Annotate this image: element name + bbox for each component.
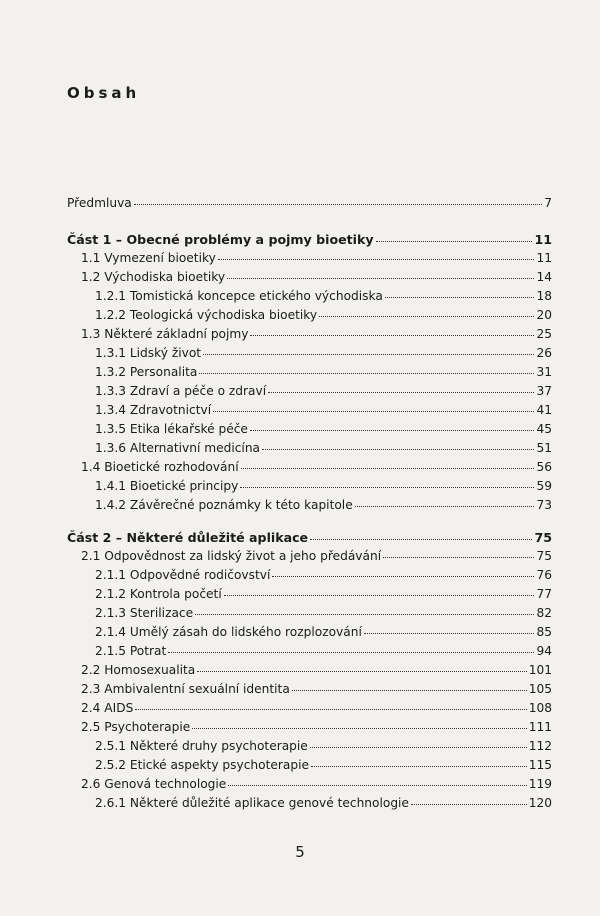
toc-entry <box>67 604 552 623</box>
toc-entry-page: 18 <box>536 289 552 303</box>
dot-leader <box>218 258 535 260</box>
toc-entry-page: 94 <box>536 644 552 658</box>
toc-entry <box>67 363 552 382</box>
toc-entry-title: 2.1.4 Umělý zásah do lidského rozplozování <box>95 625 362 639</box>
toc-entry-title: 2.1.2 Kontrola početí <box>95 587 222 601</box>
toc-entry-title: 2.5.2 Etické aspekty psychoterapie <box>95 758 309 772</box>
dot-leader <box>195 613 534 615</box>
toc-entry-title: 1.3.6 Alternativní medicína <box>95 441 261 455</box>
toc-entry-page: 108 <box>528 701 552 715</box>
toc-entry-title: Část 2 – Některé důležité aplikace <box>67 530 309 545</box>
toc-entry-title: 1.1 Vymezení bioetiky <box>81 251 216 265</box>
toc-entry-title: Část 1 – Obecné problémy a pojmy bioetiky <box>67 232 374 247</box>
dot-leader <box>310 538 532 540</box>
toc-entry <box>67 756 552 775</box>
toc-entry-title: 2.1.3 Sterilizace <box>95 606 194 620</box>
toc-entry <box>67 477 552 496</box>
toc-part-heading <box>67 528 552 547</box>
toc-entry <box>67 642 552 661</box>
dot-leader <box>192 727 527 729</box>
toc-entry-title: 2.2 Homosexualita <box>81 663 196 677</box>
toc-entry <box>67 794 552 813</box>
toc-entry-page: 101 <box>528 663 552 677</box>
toc-entry-page: 20 <box>536 308 552 322</box>
dot-leader <box>134 203 542 205</box>
toc-entry-page: 14 <box>536 270 552 284</box>
toc-entry-title: 1.3.3 Zdraví a péče o zdraví <box>95 384 267 398</box>
toc-entry <box>67 306 552 325</box>
toc-entry-page: 56 <box>536 460 552 474</box>
toc-entry <box>67 458 552 477</box>
toc-entry-page: 26 <box>536 346 552 360</box>
toc-entry-page: 41 <box>536 403 552 417</box>
toc-part-1 <box>67 230 552 515</box>
toc-entry-title: 1.2.1 Tomistická koncepce etického východiska <box>95 289 383 303</box>
toc-entry <box>67 775 552 794</box>
toc-entry-title: 2.1 Odpovědnost za lidský život a jeho předávání <box>81 549 382 563</box>
dot-leader <box>262 448 534 450</box>
toc-entry-page: 45 <box>536 422 552 436</box>
toc-entry-title: 2.4 AIDS <box>81 701 134 715</box>
toc-entry-page: 37 <box>536 384 552 398</box>
dot-leader <box>376 240 533 242</box>
toc-part-2 <box>67 528 552 813</box>
dot-leader <box>310 746 527 748</box>
toc-entry-title: 2.3 Ambivalentní sexuální identita <box>81 682 290 696</box>
toc-entry <box>67 566 552 585</box>
toc-entry-title: 1.3.2 Personalita <box>95 365 198 379</box>
dot-leader <box>213 410 534 412</box>
dot-leader <box>355 505 535 507</box>
toc-entry-page: 73 <box>536 498 552 512</box>
dot-leader <box>240 486 534 488</box>
toc-entry-title: 2.6.1 Některé důležité aplikace genové technologie <box>95 796 409 810</box>
toc-entry-title: 2.6 Genová technologie <box>81 777 227 791</box>
toc-entry-page: 112 <box>528 739 552 753</box>
toc-entry <box>67 661 552 680</box>
toc-entry <box>67 420 552 439</box>
dot-leader <box>224 594 535 596</box>
toc-entry-title: 1.4 Bioetické rozhodování <box>81 460 239 474</box>
dot-leader <box>364 632 535 634</box>
toc-entry <box>67 439 552 458</box>
toc-entry-page: 25 <box>536 327 552 341</box>
toc-entry <box>67 325 552 344</box>
toc-entry <box>67 737 552 756</box>
contents-heading: Obsah <box>67 84 141 102</box>
toc-entry <box>67 680 552 699</box>
dot-leader <box>228 784 526 786</box>
toc-entry-title: 1.4.1 Bioetické principy <box>95 479 239 493</box>
toc-entry-page: 111 <box>528 720 552 734</box>
toc-entry <box>67 268 552 287</box>
dot-leader <box>311 765 527 767</box>
toc-entry-page: 76 <box>536 568 552 582</box>
toc-entry <box>67 585 552 604</box>
toc-entry-page: 120 <box>528 796 552 810</box>
toc-entry-title: 2.5 Psychoterapie <box>81 720 191 734</box>
dot-leader <box>383 556 534 558</box>
toc-entry-page: 119 <box>528 777 552 791</box>
toc-entry <box>67 344 552 363</box>
dot-leader <box>385 296 535 298</box>
toc-entry <box>67 382 552 401</box>
dot-leader <box>203 353 534 355</box>
toc-entry <box>67 496 552 515</box>
toc-entry-title: 1.2 Východiska bioetiky <box>81 270 226 284</box>
page-number: 5 <box>295 843 305 861</box>
toc-entry-preface <box>67 194 552 213</box>
toc-entry-page: 115 <box>528 758 552 772</box>
dot-leader <box>250 334 534 336</box>
toc-entry <box>67 699 552 718</box>
toc-entry-page: 77 <box>536 587 552 601</box>
toc-entry-page: 75 <box>534 530 552 545</box>
toc-entry-page: 51 <box>536 441 552 455</box>
toc-entry-title: 2.1.5 Potrat <box>95 644 167 658</box>
dot-leader <box>268 391 534 393</box>
toc-entry-title: 2.5.1 Některé druhy psychoterapie <box>95 739 308 753</box>
dot-leader <box>197 670 526 672</box>
dot-leader <box>199 372 534 374</box>
dot-leader <box>319 315 534 317</box>
toc-entry-page: 31 <box>536 365 552 379</box>
dot-leader <box>272 575 534 577</box>
toc-entry <box>67 718 552 737</box>
toc-entry <box>67 623 552 642</box>
toc-entry-title: 1.3 Některé základní pojmy <box>81 327 249 341</box>
toc-entry-page: 11 <box>536 251 552 265</box>
toc-entry <box>67 401 552 420</box>
dot-leader <box>241 467 535 469</box>
dot-leader <box>411 803 527 805</box>
toc-entry-page: 85 <box>536 625 552 639</box>
toc-entry <box>67 287 552 306</box>
dot-leader <box>292 689 527 691</box>
toc-part-heading <box>67 230 552 249</box>
toc-entry-title: 1.2.2 Teologická východiska bioetiky <box>95 308 318 322</box>
toc-entry-page: 11 <box>534 232 552 247</box>
toc-entry-page: 105 <box>528 682 552 696</box>
toc-entry-page: 59 <box>536 479 552 493</box>
toc-entry-title: 1.3.4 Zdravotnictví <box>95 403 212 417</box>
toc-entry-title: 2.1.1 Odpovědné rodičovství <box>95 568 271 582</box>
dot-leader <box>227 277 534 279</box>
toc-entry <box>67 249 552 268</box>
toc-entry <box>67 547 552 566</box>
toc-entry-page: 82 <box>536 606 552 620</box>
toc-entry-page: 75 <box>536 549 552 563</box>
dot-leader <box>250 429 535 431</box>
dot-leader <box>135 708 526 710</box>
dot-leader <box>168 651 534 653</box>
toc-entry-title: 1.3.1 Lidský život <box>95 346 202 360</box>
toc-entry-page: 7 <box>544 196 552 210</box>
toc-entry-title: Předmluva <box>67 196 132 210</box>
toc-entry-title: 1.4.2 Závěrečné poznámky k této kapitole <box>95 498 353 512</box>
toc-entry-title: 1.3.5 Etika lékařské péče <box>95 422 248 436</box>
